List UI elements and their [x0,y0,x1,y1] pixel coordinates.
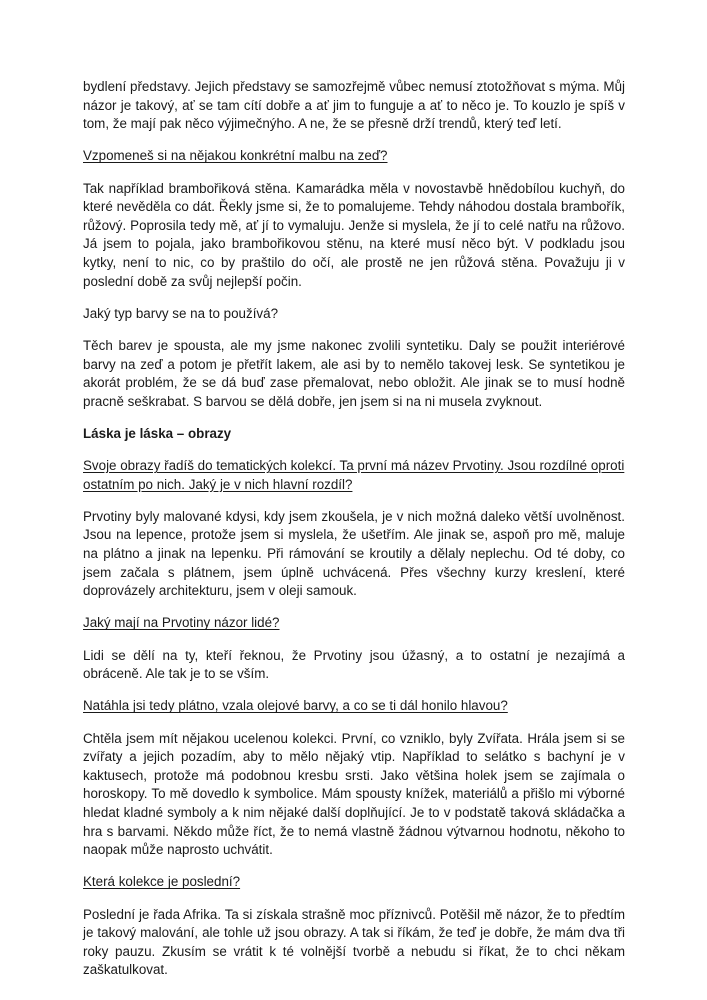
question-collections: Svoje obrazy řadíš do tematických kolekcí. Ta první má název Prvotiny. Jsou rozdílné oproti ostatním po nich. Jaký je v nich hlavní rozdíl? [83,458,625,492]
question-wall-painting: Vzpomeneš si na nějakou konkrétní malbu na zeď? [83,148,388,164]
question-latest-collection: Která kolekce je poslední? [83,874,241,890]
question-oil-paints: Natáhla jsi tedy plátno, vzala olejové barvy, a co se ti dál honilo hlavou? [83,698,508,714]
paragraph-africa-collection: Poslední je řada Afrika. Ta si získala strašně moc příznivců. Potěšil mě názor, že to předtím je takový malování, ale tohle už jsou obrazy. A tak si říkám, že teď je dobře, že mám dva tři roky pauzu. Zkusím se vrátit k té volnější tvorbě a nebudu si říkat, že to chci někam zaškatulkovat. [83,906,625,978]
paragraph-animals-collection: Chtěla jsem mít nějakou ucelenou kolekci. První, co vzniklo, byly Zvířata. Hrála jsem si se zvířaty a jejich pozadím, aby to mělo nějaký vtip. Například to selátko s bachyní je v kaktusech, protože má podobnou kresbu srsti. Jako většina holek jsem se zajímala o horoskopy. To mě dovedlo k symbolice. Mám spousty knížek, materiálů a přišlo mi výborné hledat kladné symboly a k nim nějaké další doplňující. Je to v podstatě taková skládačka a hra s barvami. Někdo může říct, že to nemá vlastně žádnou výtvarnou hodnotu, někoho to naopak může naprosto uchvátit. [83,730,625,858]
section-heading-paintings: Láska je láska – obrazy [83,425,232,441]
paragraph-cyclamen-wall: Tak například brambořiková stěna. Kamarádka měla v novostavbě hnědobílou kuchyň, do které nevěděla co dát. Řekly jsme si, že to pomalujeme. Tehdy náhodou dostala brambořík, růžový. Poprosila tedy mě, ať jí to vymaluju. Jenže si myslela, že jí to celé natřu na růžovo. Já jsem to pojala, jako brambořikovou stěnu, na které musí něco být. V podkladu jsou kytky, není to nic, co by praštilo do očí, ale prostě ne jen růžová stěna. Považuju ji v poslední době za svůj nejlepší počin. [83,180,625,289]
document-page [83,78,625,993]
question-peoples-opinion: Jaký mají na Prvotiny názor lidé? [83,615,280,631]
paragraph-prvotiny: Prvotiny byly malované kdysi, kdy jsem zkoušela, je v nich možná daleko větší uvolněnost. Jsou na lepence, protože jsem si myslela, že ušetřím. Ale jinak se, aspoň pro mě, maluje na plátno a jinak na lepenku. Při rámování se kroutily a dělaly neplechu. Od té doby, co jsem začala s plátnem, jsem úplně uchvácená. Přes všechny kurzy kreslení, které doprovázely architekturu, jsem v oleji samouk. [83,508,625,599]
paragraph-living-ideas: bydlení představy. Jejich představy se samozřejmě vůbec nemusí ztotožňovat s mýma. Můj názor je takový, ať se tam cítí dobře a ať jim to funguje a ať to něco je. To kouzlo je spíš v tom, že mají pak něco výjimečnýho. A ne, že se přesně drží trendů, který teď letí. [83,79,625,132]
question-paint-type: Jaký typ barvy se na to používá? [83,305,279,321]
paragraph-synthetic-paint: Těch barev je spousta, ale my jsme nakonec zvolili syntetiku. Daly se použit interiérové barvy na zeď a potom je přetřít lakem, ale asi by to nemělo takovej lesk. Se syntetikou je akorát problém, že se dá buď zase přemalovat, nebo obložit. Ale jinak se to musí hodně pracně seškrabat. S barvou se dělá dobře, jen jsem si na ni musela zvyknout. [83,337,625,409]
paragraph-opinions: Lidi se dělí na ty, kteří řeknou, že Prvotiny jsou úžasný, a to ostatní je nezajímá a obráceně. Ale tak je to se vším. [83,647,625,682]
